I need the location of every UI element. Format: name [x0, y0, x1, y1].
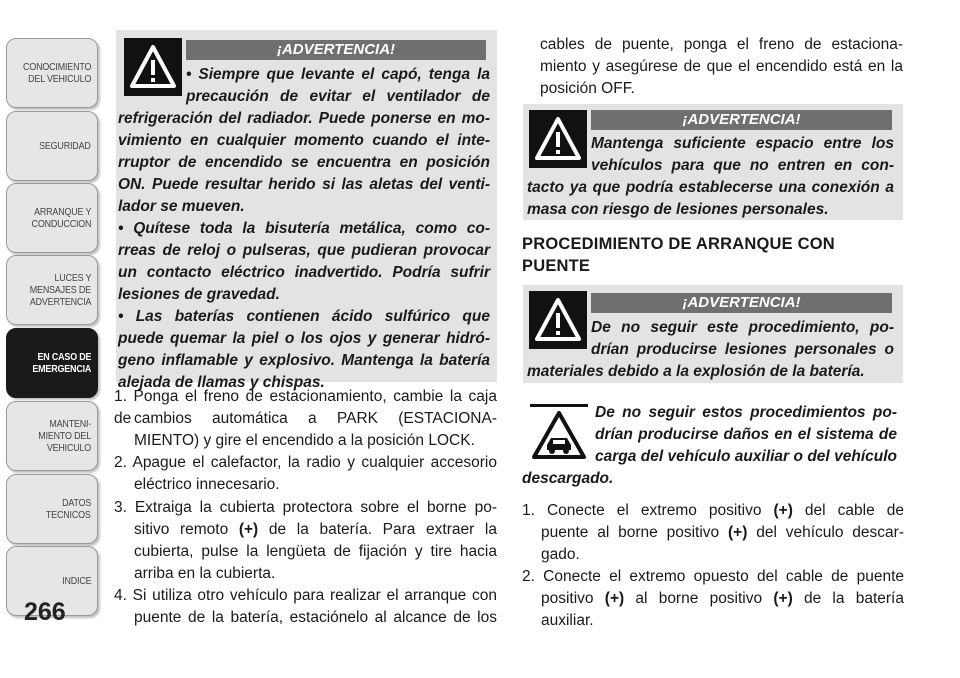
step-2-line: eléctrico innecesario. — [134, 476, 280, 493]
warning-text-line: geno inflamable y explosivo. Mantenga la batería — [118, 352, 490, 369]
warning-text-line: precaución de evitar el ventilador de — [186, 88, 490, 105]
step-3-line: 3. Extraiga la cubierta protectora sobre el borne po- — [114, 499, 497, 516]
step-1-line: cambios automática a PARK (ESTACIONA- — [134, 410, 497, 427]
tab-label-line: INDICE — [61, 575, 91, 587]
tab-datos-tecnicos[interactable] — [6, 474, 98, 544]
caution-text-line: De no seguir estos procedimientos po- — [595, 404, 897, 421]
warning-text-line: un contacto eléctrico inadvertido. Podría sufrir — [118, 264, 490, 281]
warning-text-line: • Las baterías contienen ácido sulfúrico que — [118, 308, 490, 325]
tab-label-line: LUCES Y — [54, 272, 91, 284]
warning-text-line: rreas de reloj o pulseras, que pudieran provocar — [118, 242, 490, 259]
tab-label-line: ADVERTENCIA — [29, 296, 91, 308]
step-3-line: arriba en la cubierta. — [134, 565, 276, 582]
tab-label-line: MENSAJES DE — [29, 284, 91, 296]
tab-label-line: CONOCIMIENTO — [22, 61, 91, 73]
warning-text-line: tacto ya que podría establecerse una conexión a — [527, 179, 894, 196]
warning-text-line: De no seguir este procedimiento, po- — [591, 319, 894, 336]
warning-text-line: rruptor de encendido se encuentra en posición — [118, 154, 490, 171]
jump-step-1-line: puente al borne positivo (+) del vehículo descar- — [541, 524, 904, 541]
warning-text-line: masa con riesgo de lesiones personales. — [527, 201, 829, 218]
warning-box-spacing — [523, 104, 903, 220]
caution-text-line: descargado. — [522, 470, 614, 487]
warning-triangle-icon — [124, 38, 182, 96]
tab-label-line: TECNICOS — [46, 509, 91, 521]
warning-title: ¡ADVERTENCIA! — [591, 293, 892, 313]
caution-text-line: carga del vehículo auxiliar o del vehículo — [595, 448, 897, 465]
tab-luces-y-mensajes[interactable] — [6, 255, 98, 325]
warning-text-line: lador se mueven. — [118, 198, 245, 215]
jump-step-2-line: 2. Conecte el extremo opuesto del cable de puente — [522, 568, 904, 585]
tab-seguridad[interactable] — [6, 111, 98, 181]
warning-text-line: puede quemar la piel o los ojos y generar hidró- — [118, 330, 490, 347]
page-number: 266 — [24, 598, 66, 626]
section-heading-line: PUENTE — [522, 257, 591, 275]
warning-title: ¡ADVERTENCIA! — [186, 40, 486, 60]
tab-conocimiento-del-vehiculo[interactable] — [6, 38, 98, 108]
warning-text-line: vehículos para que no entren en con- — [591, 157, 894, 174]
jump-step-1-line: gado. — [541, 546, 580, 563]
warning-text-line: • Quítese toda la bisutería metálica, como co- — [118, 220, 490, 237]
tab-label-line: EN CASO DE — [37, 351, 91, 363]
warning-box-hood — [116, 30, 497, 391]
tab-label-line: SEGURIDAD — [39, 140, 91, 152]
warning-text-line: alejada de llamas y chispas. — [118, 374, 325, 391]
step-3-line: cubierta, pulse la lengüeta de fijación y tire hacia — [134, 543, 497, 560]
step-1-line: MIENTO) y gire el encendido a la posición LOCK. — [134, 432, 475, 449]
tab-label-line: DATOS — [61, 497, 91, 509]
warning-text-line: refrigeración del radiador. Puede ponerse en mo- — [118, 110, 490, 127]
warning-text-line: materiales debido a la explosión de la batería. — [527, 363, 865, 380]
step-2-line: 2. Apague el calefactor, la radio y cualquier accesorio — [114, 454, 497, 471]
caution-notice — [522, 398, 906, 494]
car-caution-icon — [530, 404, 588, 462]
tab-label-line: MIENTO DEL — [38, 430, 91, 442]
tab-label-line: EMERGENCIA — [32, 363, 91, 375]
warning-text-line: drían producirse lesiones personales o — [591, 341, 894, 358]
jump-step-2-line: auxiliar. — [541, 612, 594, 629]
tab-label-line: CONDUCCION — [31, 218, 91, 230]
warning-text-line: ON. Puede resultar herido si las aletas del venti- — [118, 176, 490, 193]
warning-text-line: vimiento en cualquier momento cuando el inte- — [118, 132, 490, 149]
tab-label-line: VEHICULO — [46, 442, 91, 454]
warning-text-line: lesiones de gravedad. — [118, 286, 280, 303]
warning-text-line: Mantenga suficiente espacio entre los — [591, 135, 894, 152]
section-heading-line: PROCEDIMIENTO DE ARRANQUE CON — [522, 235, 835, 253]
tab-label-line: DEL VEHICULO — [27, 73, 91, 85]
tab-label-line: ARRANQUE Y — [33, 206, 91, 218]
warning-title: ¡ADVERTENCIA! — [591, 110, 892, 130]
warning-triangle-icon — [529, 291, 587, 349]
tab-mantenimiento-del-vehiculo[interactable] — [6, 401, 98, 471]
continuation-line: cables de puente, ponga el freno de estaciona- — [540, 36, 903, 53]
tab-arranque-y-conduccion[interactable] — [6, 183, 98, 253]
step-4-line: puente de la batería, estaciónelo al alcance de los — [134, 609, 497, 626]
warning-box-explosion — [523, 285, 903, 383]
continuation-line: posición OFF. — [540, 80, 635, 97]
jump-step-1-line: 1. Conecte el extremo positivo (+) del cable de — [522, 502, 904, 519]
warning-text-line: • Siempre que levante el capó, tenga la — [186, 66, 490, 83]
step-4-line: 4. Si utiliza otro vehículo para realizar el arranque con — [114, 587, 497, 604]
jump-step-2-line: positivo (+) al borne positivo (+) de la batería — [541, 590, 904, 607]
step-1-line: 1. Ponga el freno de estacionamiento, cambie la caja de — [114, 388, 497, 427]
tab-label-line: MANTENI- — [49, 418, 91, 430]
warning-triangle-icon — [529, 110, 587, 168]
caution-text-line: drían producirse daños en el sistema de — [595, 426, 897, 443]
continuation-line: miento y asegúrese de que el encendido está en la — [540, 58, 903, 75]
chapter-sidebar — [0, 0, 104, 678]
step-3-line: sitivo remoto (+) de la batería. Para extraer la — [134, 521, 497, 538]
tab-en-caso-de-emergencia[interactable] — [6, 328, 98, 398]
